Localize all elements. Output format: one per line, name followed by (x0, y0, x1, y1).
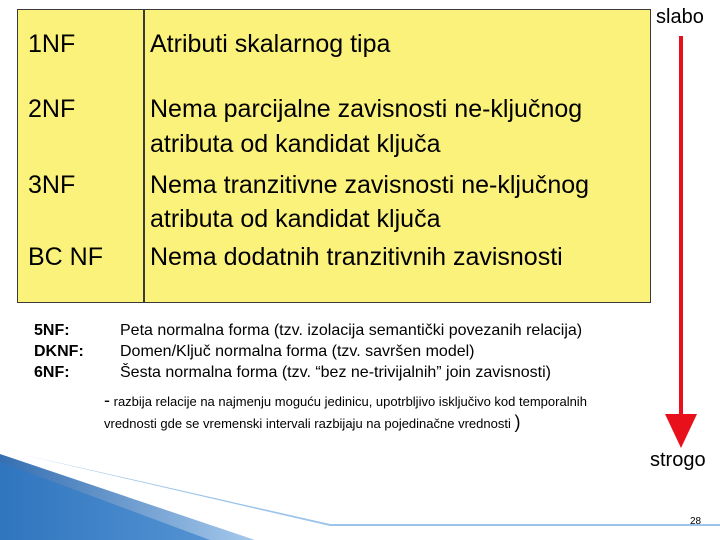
scale-bottom-label: strogo (650, 449, 706, 471)
nf-label-1nf: 1NF (28, 30, 76, 58)
definition-item (34, 341, 582, 362)
definition-abbr: 6NF: (34, 364, 70, 381)
nf-desc-1nf: Atributi skalarnog tipa (150, 30, 391, 58)
corner-decoration (0, 440, 720, 540)
table-column-divider (143, 10, 145, 302)
nf-desc-2nf-line1: Nema parcijalne zavisnosti ne-ključnog (150, 95, 583, 123)
definition-item (34, 362, 582, 383)
definition-item (34, 320, 582, 341)
definition-abbr: DKNF: (34, 343, 84, 360)
nf-label-bcnf: BC NF (28, 243, 103, 271)
page-number: 28 (690, 516, 702, 527)
nf-desc-3nf-line1: Nema tranzitivne zavisnosti ne-ključnog (150, 171, 590, 199)
6nf-note (104, 390, 587, 434)
down-arrow-icon (659, 36, 703, 456)
note-line-1: razbija relacije na najmenju moguću jedinicu, upotrbljivo isključivo kod temporalnih (113, 394, 587, 409)
definition-text: Šesta normalna forma (tzv. “bez ne-trivijalnih” join zavisnosti) (120, 364, 551, 381)
nf-label-3nf: 3NF (28, 171, 76, 199)
definition-abbr: 5NF: (34, 322, 70, 339)
nf-label-2nf: 2NF (28, 95, 76, 123)
normal-forms-table (17, 9, 651, 303)
definition-text: Peta normalna forma (tzv. izolacija semantički povezanih relacija) (120, 322, 583, 339)
definitions-list (34, 320, 582, 383)
note-dash: - (104, 390, 110, 410)
nf-desc-bcnf: Nema dodatnih tranzitivnih zavisnosti (150, 243, 563, 271)
scale-top-label: slabo (656, 6, 704, 28)
note-line-2: vrednosti gde se vremenski intervali razbijaju na pojedinačne vrednosti (104, 416, 511, 431)
nf-desc-2nf-line2: atributa od kandidat ključa (150, 130, 441, 158)
note-close-paren: ) (514, 412, 521, 432)
nf-desc-3nf-line2: atributa od kandidat ključa (150, 205, 441, 233)
definition-text: Domen/Ključ normalna forma (tzv. savršen model) (120, 343, 475, 360)
